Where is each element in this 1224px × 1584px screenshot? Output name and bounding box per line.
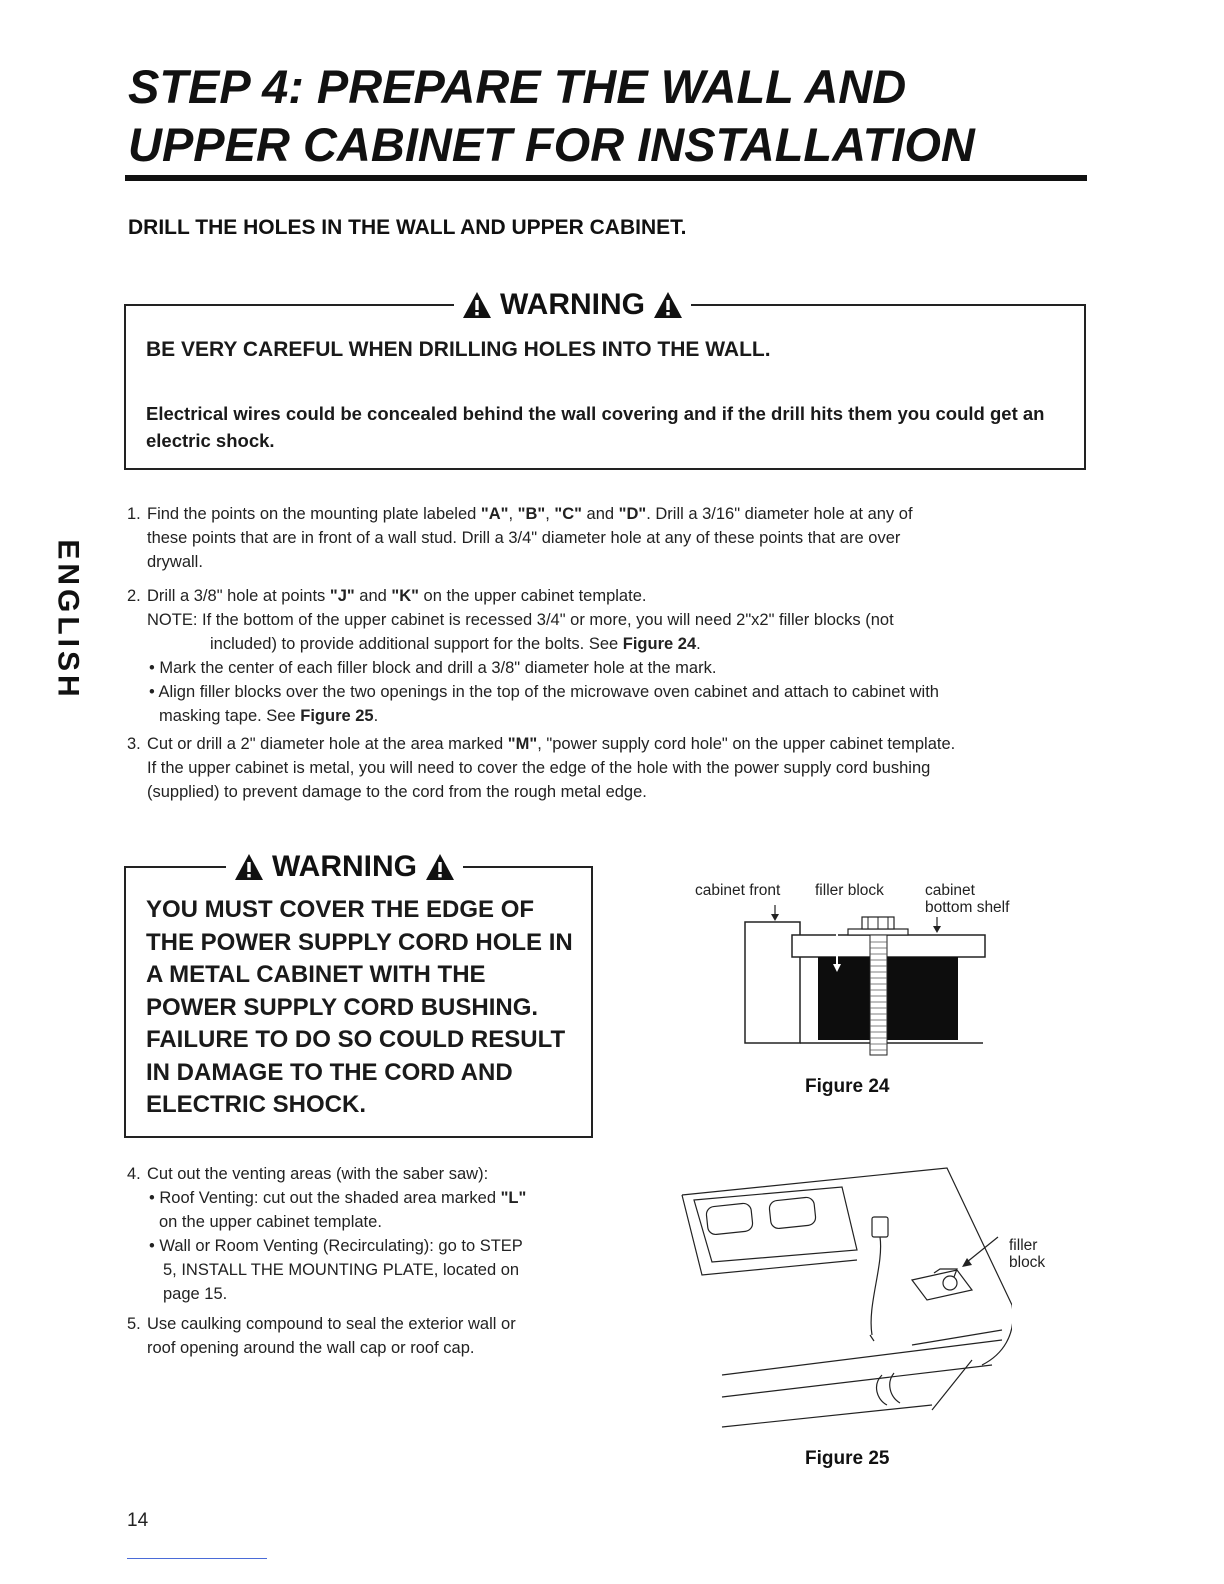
warning-label-text: WARNING	[272, 850, 417, 883]
text-run: ,	[508, 505, 518, 523]
figure-24-label-filler-block: filler block	[815, 882, 884, 899]
text-run: Drill a 3/8" hole at points	[147, 587, 330, 605]
text-run: If the upper cabinet is metal, you will need to cover the edge of the hole with the power supply cord bushing	[147, 759, 931, 777]
list-item-step-3	[127, 732, 1087, 804]
list-item-step-4	[127, 1162, 607, 1306]
text-run: drywall.	[147, 553, 203, 571]
text-run: Find the points on the mounting plate labeled	[147, 505, 481, 523]
point-label: "L"	[500, 1189, 527, 1207]
point-label: "D"	[618, 505, 647, 523]
figure-ref: Figure 24	[622, 635, 697, 653]
bullet-text: • Align filler blocks over the two openings in the top of the microwave oven cabinet and attach to cabinet with	[149, 683, 939, 701]
title-line-2: UPPER CABINET FOR INSTALLATION	[128, 118, 975, 171]
bullet-text: • Mark the center of each filler block and drill a 3/8" diameter hole at the mark.	[149, 659, 717, 677]
step-text	[147, 584, 1067, 728]
text-run: Use caulking compound to seal the exterior wall or	[147, 1315, 516, 1333]
point-label: "C"	[554, 505, 582, 523]
warning-heading: BE VERY CAREFUL WHEN DRILLING HOLES INTO THE WALL.	[146, 338, 771, 361]
step-text	[147, 502, 1067, 574]
step-number: 2.	[127, 587, 141, 605]
page-title	[128, 58, 1088, 174]
text-run: these points that are in front of a wall stud. Drill a 3/4" diameter hole at any of these points that are over	[147, 529, 901, 547]
step-number: 1.	[127, 505, 141, 523]
footer-rule	[127, 1558, 267, 1559]
text-run: .	[373, 707, 379, 725]
title-line-1: STEP 4: PREPARE THE WALL AND	[128, 60, 907, 113]
text-run: , "power supply cord hole" on the upper cabinet template.	[537, 735, 956, 753]
figure-24-label-cabinet-front: cabinet front	[695, 882, 781, 899]
note-text: included) to provide additional support for the bolts. See	[210, 635, 623, 653]
warning-triangle-icon	[653, 291, 683, 319]
bullet-text: on the upper cabinet template.	[159, 1213, 382, 1231]
figure-25-caption: Figure 25	[805, 1448, 890, 1469]
text-run: (supplied) to prevent damage to the cord from the rough metal edge.	[147, 783, 647, 801]
text-run: .	[696, 635, 701, 653]
text-run: . Drill a 3/16" diameter hole at any of	[646, 505, 913, 523]
warning-triangle-icon	[234, 853, 264, 881]
warning-box-cord	[124, 850, 593, 1138]
point-label: "M"	[507, 735, 538, 753]
figure-24-label-bottom-shelf: bottom shelf	[925, 899, 1010, 916]
page-number: 14	[127, 1510, 149, 1531]
figure-24-drawing	[740, 900, 990, 1060]
figure-25-drawing	[672, 1165, 1012, 1445]
warning-label-text: WARNING	[500, 288, 645, 321]
point-label: "J"	[329, 587, 355, 605]
bullet-text: 5, INSTALL THE MOUNTING PLATE, located on	[163, 1261, 520, 1279]
step-text	[147, 1162, 607, 1306]
step-number: 3.	[127, 735, 141, 753]
figure-24-caption: Figure 24	[805, 1076, 890, 1097]
text-run: ,	[545, 505, 555, 523]
text-run: Cut out the venting areas (with the saber saw):	[147, 1165, 489, 1183]
list-item-step-5	[127, 1312, 607, 1360]
bullet-text: • Wall or Room Venting (Recirculating): go to STEP	[149, 1237, 523, 1255]
figure-25-label-filler: filler	[1009, 1237, 1038, 1254]
text-run: roof opening around the wall cap or roof cap.	[147, 1339, 475, 1357]
figure-ref: Figure 25	[300, 707, 374, 725]
note-text: NOTE: If the bottom of the upper cabinet is recessed 3/4" or more, you will need 2"x2" filler blocks (not	[147, 611, 894, 629]
warning-triangle-icon	[425, 853, 455, 881]
point-label: "A"	[480, 505, 509, 523]
step-number: 4.	[127, 1165, 141, 1183]
warning-label	[226, 848, 463, 886]
bullet-text: page 15.	[163, 1285, 228, 1303]
step-number: 5.	[127, 1315, 141, 1333]
step-text	[147, 1312, 607, 1360]
language-side-tab	[48, 520, 88, 720]
warning-triangle-icon	[462, 291, 492, 319]
warning-body: Electrical wires could be concealed behind the wall covering and if the drill hits them you could get an electric shock.	[146, 403, 1045, 451]
section-heading: DRILL THE HOLES IN THE WALL AND UPPER CABINET.	[128, 216, 687, 239]
text-run: on the upper cabinet template.	[418, 587, 647, 605]
text-run: and	[354, 587, 392, 605]
point-label: "B"	[517, 505, 546, 523]
warning-label	[454, 286, 691, 324]
figure-25-label-block: block	[1009, 1254, 1046, 1271]
text-run: and	[581, 505, 619, 523]
list-item-step-2	[127, 584, 1087, 725]
title-rule	[125, 175, 1087, 181]
bullet-text: • Roof Venting: cut out the shaded area marked	[149, 1189, 501, 1207]
side-tab-text: ENGLISH	[52, 539, 86, 701]
text-run: Cut or drill a 2" diameter hole at the area marked	[147, 735, 508, 753]
warning-box-drilling	[124, 288, 1086, 470]
figure-24-label-cabinet: cabinet	[925, 882, 975, 899]
warning-body: YOU MUST COVER THE EDGE OF THE POWER SUPPLY CORD HOLE IN A METAL CABINET WITH THE POWER SUPPLY CORD BUSHING. FAILURE TO DO SO COULD RESULT IN DAMAGE TO THE CORD AND ELECTRIC SHOCK.	[146, 896, 573, 1118]
point-label: "K"	[391, 587, 419, 605]
bullet-text: masking tape. See	[159, 707, 301, 725]
list-item-step-1	[127, 502, 1087, 574]
step-text	[147, 732, 1087, 804]
